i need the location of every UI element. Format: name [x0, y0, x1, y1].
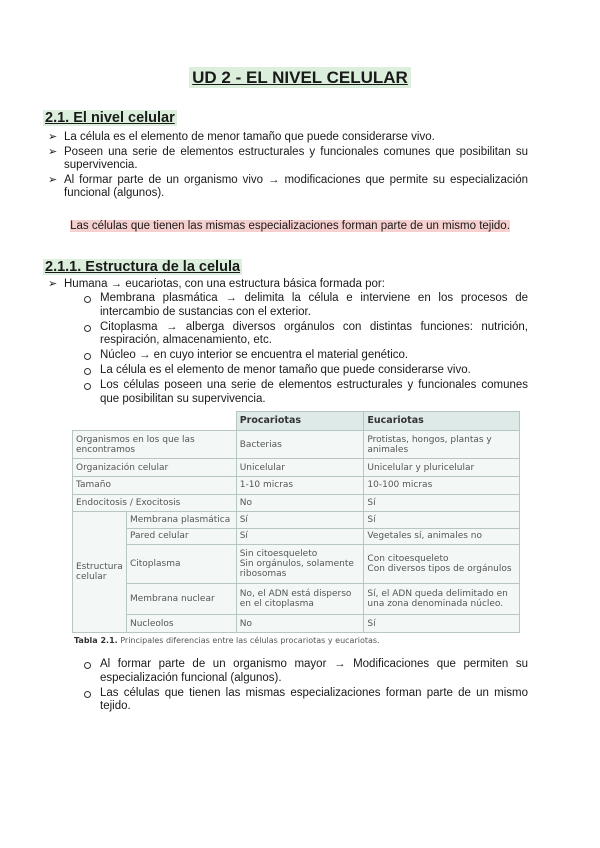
circle-bullet-icon	[84, 353, 91, 360]
row-label: Tamaño	[73, 477, 237, 495]
table-cell: Unicelular	[236, 459, 364, 477]
list-item: Núcleo → en cuyo interior se encuentra el material genético.	[82, 349, 528, 363]
table-cell: Unicelular y pluricelular	[364, 459, 520, 477]
list-item: Al formar parte de un organismo mayor → Modificaciones que permiten su especialización funcional (algunos).	[82, 658, 528, 686]
circle-bullet-icon	[84, 296, 91, 303]
list-item: Membrana plasmática → delimita la célula e interviene en los procesos de intercambio de sustancias con el exterior.	[82, 292, 528, 320]
arrow-bullet-icon: ➢	[48, 278, 58, 290]
table-cell: Vegetales sí, animales no	[364, 528, 520, 545]
table-corner-cell	[73, 412, 237, 431]
list-item: Los células poseen una serie de elementos estructurales y funcionales comunes que posibilitan su supervivencia.	[82, 379, 528, 407]
arrow-bullet-icon: ➢	[48, 131, 58, 143]
table-cell: Con citoesqueleto Con diversos tipos de orgánulos	[364, 545, 520, 584]
table-row	[73, 584, 520, 615]
section2-bullet-list	[48, 278, 528, 293]
section1-bullet-list	[48, 131, 528, 202]
table-row	[73, 615, 520, 633]
row-label: Pared celular	[126, 528, 236, 545]
table-caption: Tabla 2.1. Principales diferencias entre las células procariotas y eucariotas.	[74, 636, 380, 645]
table-cell: 1-10 micras	[236, 477, 364, 495]
row-label: Nucleolos	[126, 615, 236, 633]
table-row	[73, 430, 520, 459]
table-cell: Sí	[236, 512, 364, 529]
section-heading-estructura: 2.1.1. Estructura de la celula	[45, 259, 241, 275]
table-row	[73, 494, 520, 512]
table-cell: Sí	[364, 512, 520, 529]
row-label: Membrana nuclear	[126, 584, 236, 615]
table-row	[73, 545, 520, 584]
table-cell: No	[236, 494, 364, 512]
table-cell: No	[236, 615, 364, 633]
row-label: Membrana plasmática	[126, 512, 236, 529]
list-item: ➢ Humana → eucariotas, con una estructura básica formada por:	[48, 278, 385, 290]
list-item: Las células que tienen las mismas especializaciones forman parte de un mismo tejido.	[82, 687, 528, 715]
list-item: Citoplasma → alberga diversos orgánulos con distintas funciones: nutrición, respiración, almacenamiento, etc.	[82, 321, 528, 349]
arrow-bullet-icon: ➢	[48, 145, 58, 158]
page-title: UD 2 - EL NIVEL CELULAR	[0, 68, 600, 88]
comparison-table-image	[72, 411, 520, 633]
table-cell: Sí, el ADN queda delimitado en una zona denominada núcleo.	[364, 584, 520, 615]
column-header-procariotas: Procariotas	[236, 412, 364, 431]
row-label: Citoplasma	[126, 545, 236, 584]
table-row	[73, 528, 520, 545]
list-item: ➢ Poseen una serie de elementos estructurales y funcionales comunes que posibilitan su supervivencia.	[48, 145, 528, 171]
list-item: ➢ Al formar parte de un organismo vivo → modificaciones que permite su especialización funcional (algunos).	[48, 173, 528, 199]
highlighted-note: Las células que tienen las mismas especializaciones forman parte de un mismo tejido.	[70, 220, 510, 232]
circle-bullet-icon	[84, 325, 91, 332]
table-row	[73, 477, 520, 495]
table-row	[73, 459, 520, 477]
row-group-label: Estructura celular	[73, 512, 127, 633]
row-label: Organismos en los que las encontramos	[73, 430, 237, 459]
circle-bullet-icon	[84, 383, 91, 390]
circle-bullet-icon	[84, 368, 91, 375]
column-header-eucariotas: Eucariotas	[364, 412, 520, 431]
table-cell: Sí	[364, 494, 520, 512]
circle-bullet-icon	[84, 662, 91, 669]
arrow-bullet-icon: ➢	[48, 173, 58, 186]
row-label: Organización celular	[73, 459, 237, 477]
table-header-row	[73, 412, 520, 431]
table-cell: Bacterias	[236, 430, 364, 459]
comparison-table	[72, 411, 520, 633]
structure-sublist-continued	[82, 658, 528, 715]
list-item: ➢ La célula es el elemento de menor tamaño que puede considerarse vivo.	[48, 131, 435, 143]
list-item: La célula es el elemento de menor tamaño que puede considerarse vivo.	[82, 364, 528, 378]
circle-bullet-icon	[84, 691, 91, 698]
table-cell: Sí	[236, 528, 364, 545]
table-cell: Sin citoesqueleto Sin orgánulos, solamente ribosomas	[236, 545, 364, 584]
table-cell: Protistas, hongos, plantas y animales	[364, 430, 520, 459]
section-heading-nivel-celular: 2.1. El nivel celular	[45, 110, 175, 126]
table-row	[73, 512, 520, 529]
structure-sublist	[82, 292, 528, 407]
table-cell: No, el ADN está disperso en el citoplasma	[236, 584, 364, 615]
row-label: Endocitosis / Exocitosis	[73, 494, 237, 512]
table-cell: 10-100 micras	[364, 477, 520, 495]
table-cell: Sí	[364, 615, 520, 633]
